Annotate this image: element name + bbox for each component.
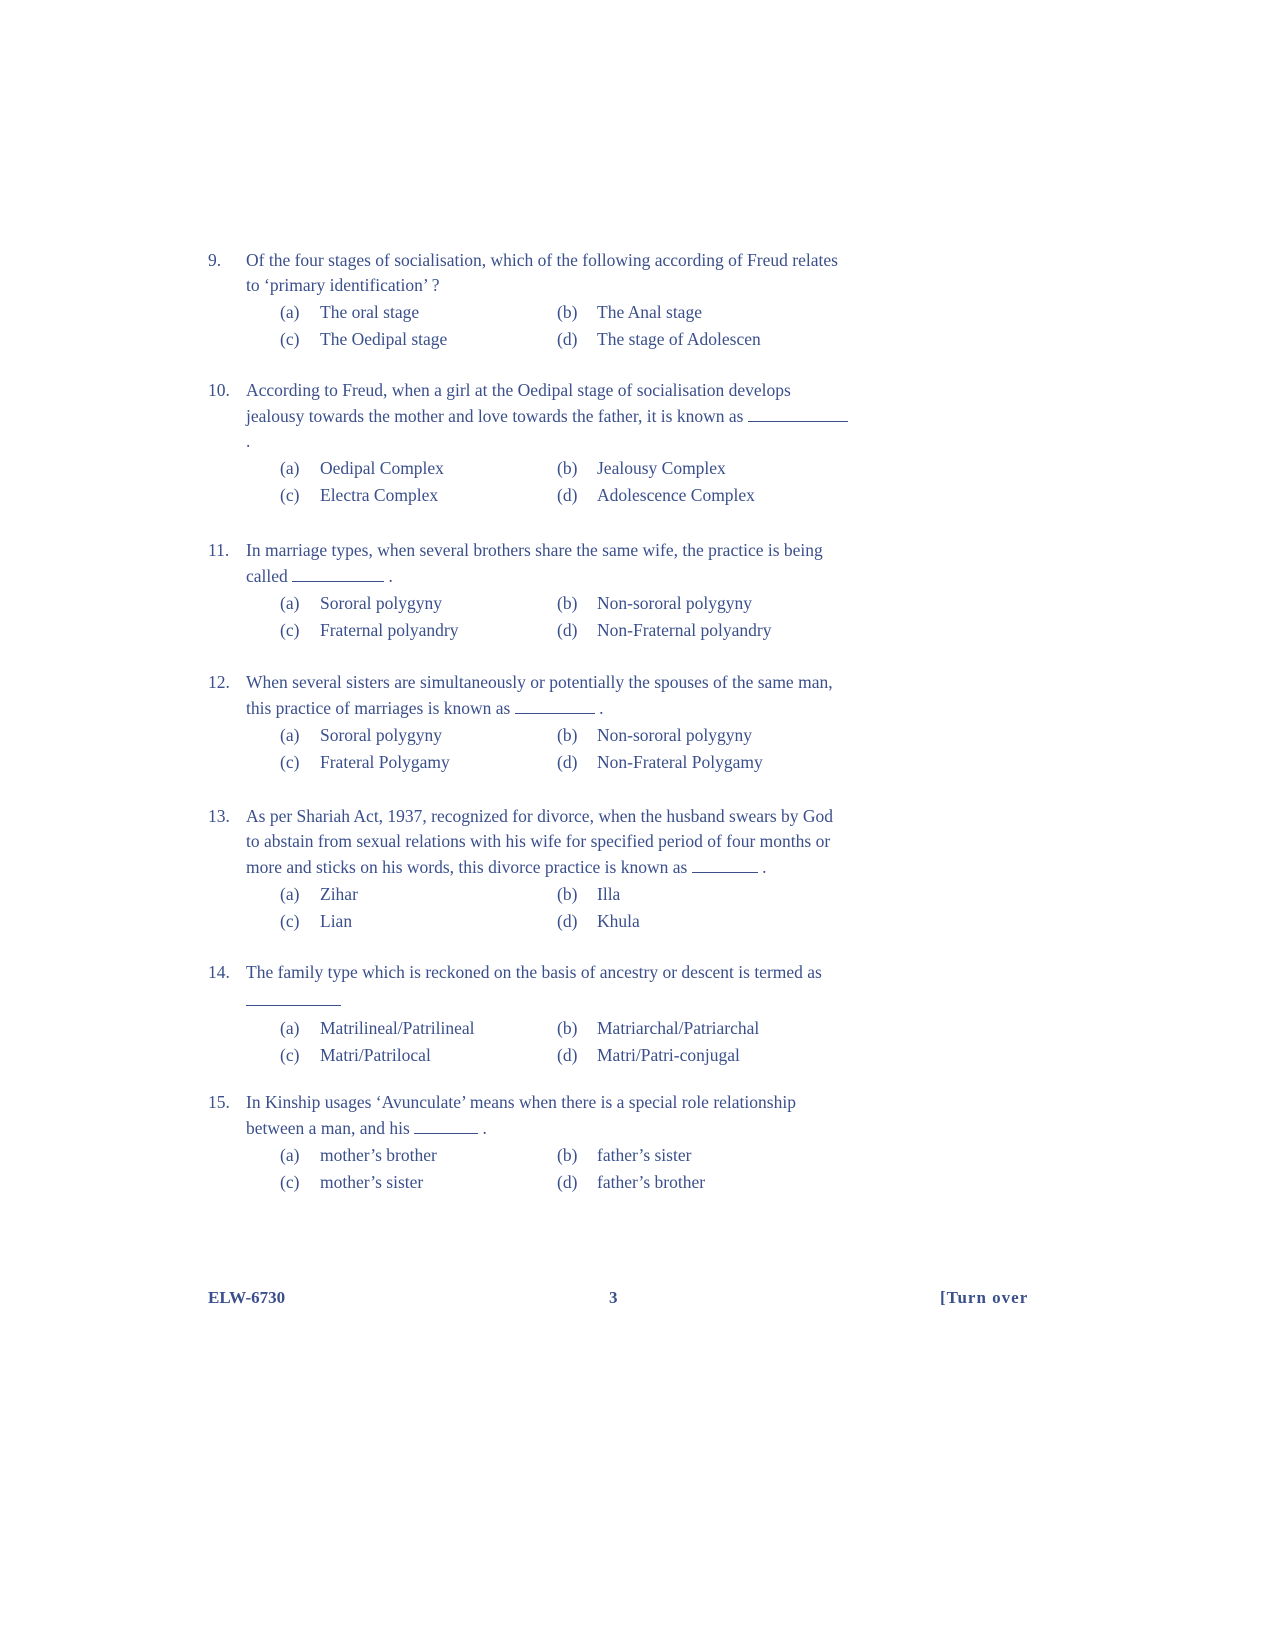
option-d (557, 1043, 837, 1068)
options-grid (280, 591, 848, 643)
question-text: As per Shariah Act, 1937, recognized for divorce, when the husband swears by God to abstain from sexual relations with his wife for specified period of four months or more and sticks on his words, this divorce practice is known as (246, 806, 834, 877)
option-a (280, 300, 557, 325)
option-text: Adolescence Complex (597, 485, 755, 505)
options-grid (280, 300, 848, 352)
option-label: (a) (280, 725, 300, 745)
options-grid (280, 456, 848, 508)
option-d (557, 483, 837, 508)
option-a (280, 1016, 557, 1041)
question-number: 12. (208, 672, 230, 692)
option-a (280, 723, 557, 748)
answer-blank (414, 1115, 478, 1134)
option-text: Illa (597, 884, 621, 904)
question-12 (208, 670, 848, 775)
option-text: Zihar (320, 884, 358, 904)
option-text: Sororal polygyny (320, 725, 443, 745)
option-c (280, 618, 557, 643)
option-label: (d) (557, 911, 578, 931)
option-a (280, 591, 557, 616)
option-text: The stage of Adolescen (597, 329, 761, 349)
option-label: (b) (557, 1018, 578, 1038)
option-label: (a) (280, 302, 300, 322)
option-label: (d) (557, 620, 578, 640)
option-text: Matrilineal/Patrilineal (320, 1018, 475, 1038)
option-b (557, 456, 837, 481)
question-text: In Kinship usages ‘Avunculate’ means when there is a special role relationship between a man, and his (246, 1092, 796, 1138)
option-text: Non-Fraternal polyandry (597, 620, 772, 640)
option-text: Matri/Patrilocal (320, 1045, 431, 1065)
option-d (557, 1170, 837, 1195)
answer-blank (748, 403, 848, 422)
option-b (557, 300, 837, 325)
option-label: (c) (280, 485, 300, 505)
option-label: (b) (557, 458, 578, 478)
option-text: The Anal stage (597, 302, 702, 322)
question-10 (208, 378, 848, 508)
options-grid (280, 723, 848, 775)
turn-over-label: [Turn over (940, 1288, 1029, 1307)
option-label: (d) (557, 752, 578, 772)
option-d (557, 750, 837, 775)
option-text: The oral stage (320, 302, 420, 322)
option-text: Sororal polygyny (320, 593, 443, 613)
option-label: (a) (280, 1018, 300, 1038)
option-a (280, 1143, 557, 1168)
option-text: Matriarchal/Patriarchal (597, 1018, 760, 1038)
option-text: Khula (597, 911, 640, 931)
option-b (557, 1143, 837, 1168)
option-text: Frateral Polygamy (320, 752, 450, 772)
question-stem: 15. In Kinship usages ‘Avunculate’ means when there is a special role relationship between a man, and his . (208, 1092, 796, 1138)
option-d (557, 909, 837, 934)
option-label: (d) (557, 1045, 578, 1065)
option-text: Non-sororal polygyny (597, 725, 753, 745)
option-b (557, 723, 837, 748)
option-label: (d) (557, 1172, 578, 1192)
question-text: According to Freud, when a girl at the Oedipal stage of socialisation develops jealousy towards the mother and love towards the father, it is known as (246, 380, 791, 426)
option-label: (b) (557, 725, 578, 745)
option-text: Non-Frateral Polygamy (597, 752, 763, 772)
option-label: (b) (557, 1145, 578, 1165)
option-label: (c) (280, 1045, 300, 1065)
question-stem (208, 248, 848, 298)
option-text: mother’s brother (320, 1145, 437, 1165)
option-d (557, 327, 837, 352)
option-label: (c) (280, 1172, 300, 1192)
option-text: mother’s sister (320, 1172, 424, 1192)
exam-code: ELW-6730 (208, 1288, 286, 1307)
question-9 (208, 248, 848, 352)
question-15 (208, 1090, 848, 1195)
option-b (557, 882, 837, 907)
option-c (280, 750, 557, 775)
option-label: (b) (557, 302, 578, 322)
question-number: 13. (208, 806, 230, 826)
question-stem: 11. In marriage types, when several brothers share the same wife, the practice is being called . (208, 540, 823, 586)
options-grid (280, 882, 848, 934)
option-label: (b) (557, 593, 578, 613)
question-stem: 13. As per Shariah Act, 1937, recognized for divorce, when the husband swears by God to abstain from sexual relations with his wife for specified period of four months or more and sticks on his words, this divorce practice is known as . (208, 806, 834, 877)
option-c (280, 327, 557, 352)
options-grid (280, 1143, 848, 1195)
question-number: 14. (208, 962, 230, 982)
option-label: (a) (280, 884, 300, 904)
question-stem: 12. When several sisters are simultaneously or potentially the spouses of the same man, this practice of marriages is known as . (208, 672, 833, 718)
option-label: (c) (280, 911, 300, 931)
option-text: Oedipal Complex (320, 458, 444, 478)
question-number: 9. (208, 250, 222, 270)
option-a (280, 882, 557, 907)
question-text: Of the four stages of socialisation, which of the following according of Freud relates to ‘primary identification’ ? (246, 250, 838, 295)
option-label: (a) (280, 593, 300, 613)
option-label: (c) (280, 329, 300, 349)
option-label: (c) (280, 620, 300, 640)
options-grid (280, 1016, 848, 1068)
option-label: (b) (557, 884, 578, 904)
option-text: Fraternal polyandry (320, 620, 459, 640)
option-c (280, 1170, 557, 1195)
option-text: father’s brother (597, 1172, 706, 1192)
option-a (280, 456, 557, 481)
option-c (280, 1043, 557, 1068)
option-text: Lian (320, 911, 353, 931)
option-text: Non-sororal polygyny (597, 593, 753, 613)
page-number: 3 (609, 1288, 618, 1307)
question-number: 15. (208, 1092, 230, 1112)
option-label: (c) (280, 752, 300, 772)
question-stem (208, 960, 848, 1006)
option-text: Jealousy Complex (597, 458, 726, 478)
option-label: (d) (557, 485, 578, 505)
option-c (280, 483, 557, 508)
answer-blank (515, 695, 595, 714)
question-text: When several sisters are simultaneously or potentially the spouses of the same man, this practice of marriages is known as (246, 672, 833, 718)
option-label: (a) (280, 1145, 300, 1165)
question-11 (208, 538, 848, 643)
answer-blank (692, 854, 758, 873)
option-d (557, 618, 837, 643)
option-text: father’s sister (597, 1145, 692, 1165)
option-label: (d) (557, 329, 578, 349)
option-b (557, 1016, 837, 1041)
answer-blank (246, 985, 341, 1006)
question-number: 11. (208, 540, 230, 560)
question-number: 10. (208, 380, 230, 400)
answer-blank (292, 563, 384, 582)
option-text: Electra Complex (320, 485, 439, 505)
option-b (557, 591, 837, 616)
question-14 (208, 960, 848, 1068)
question-text: The family type which is reckoned on the basis of ancestry or descent is termed as (246, 962, 822, 982)
question-stem: 10. According to Freud, when a girl at the Oedipal stage of socialisation develops jealousy towards the mother and love towards the father, it is known as . (208, 378, 848, 454)
question-text: In marriage types, when several brothers share the same wife, the practice is being called (246, 540, 823, 586)
option-text: Matri/Patri-conjugal (597, 1045, 740, 1065)
option-label: (a) (280, 458, 300, 478)
question-13 (208, 804, 848, 934)
option-text: The Oedipal stage (320, 329, 448, 349)
option-c (280, 909, 557, 934)
